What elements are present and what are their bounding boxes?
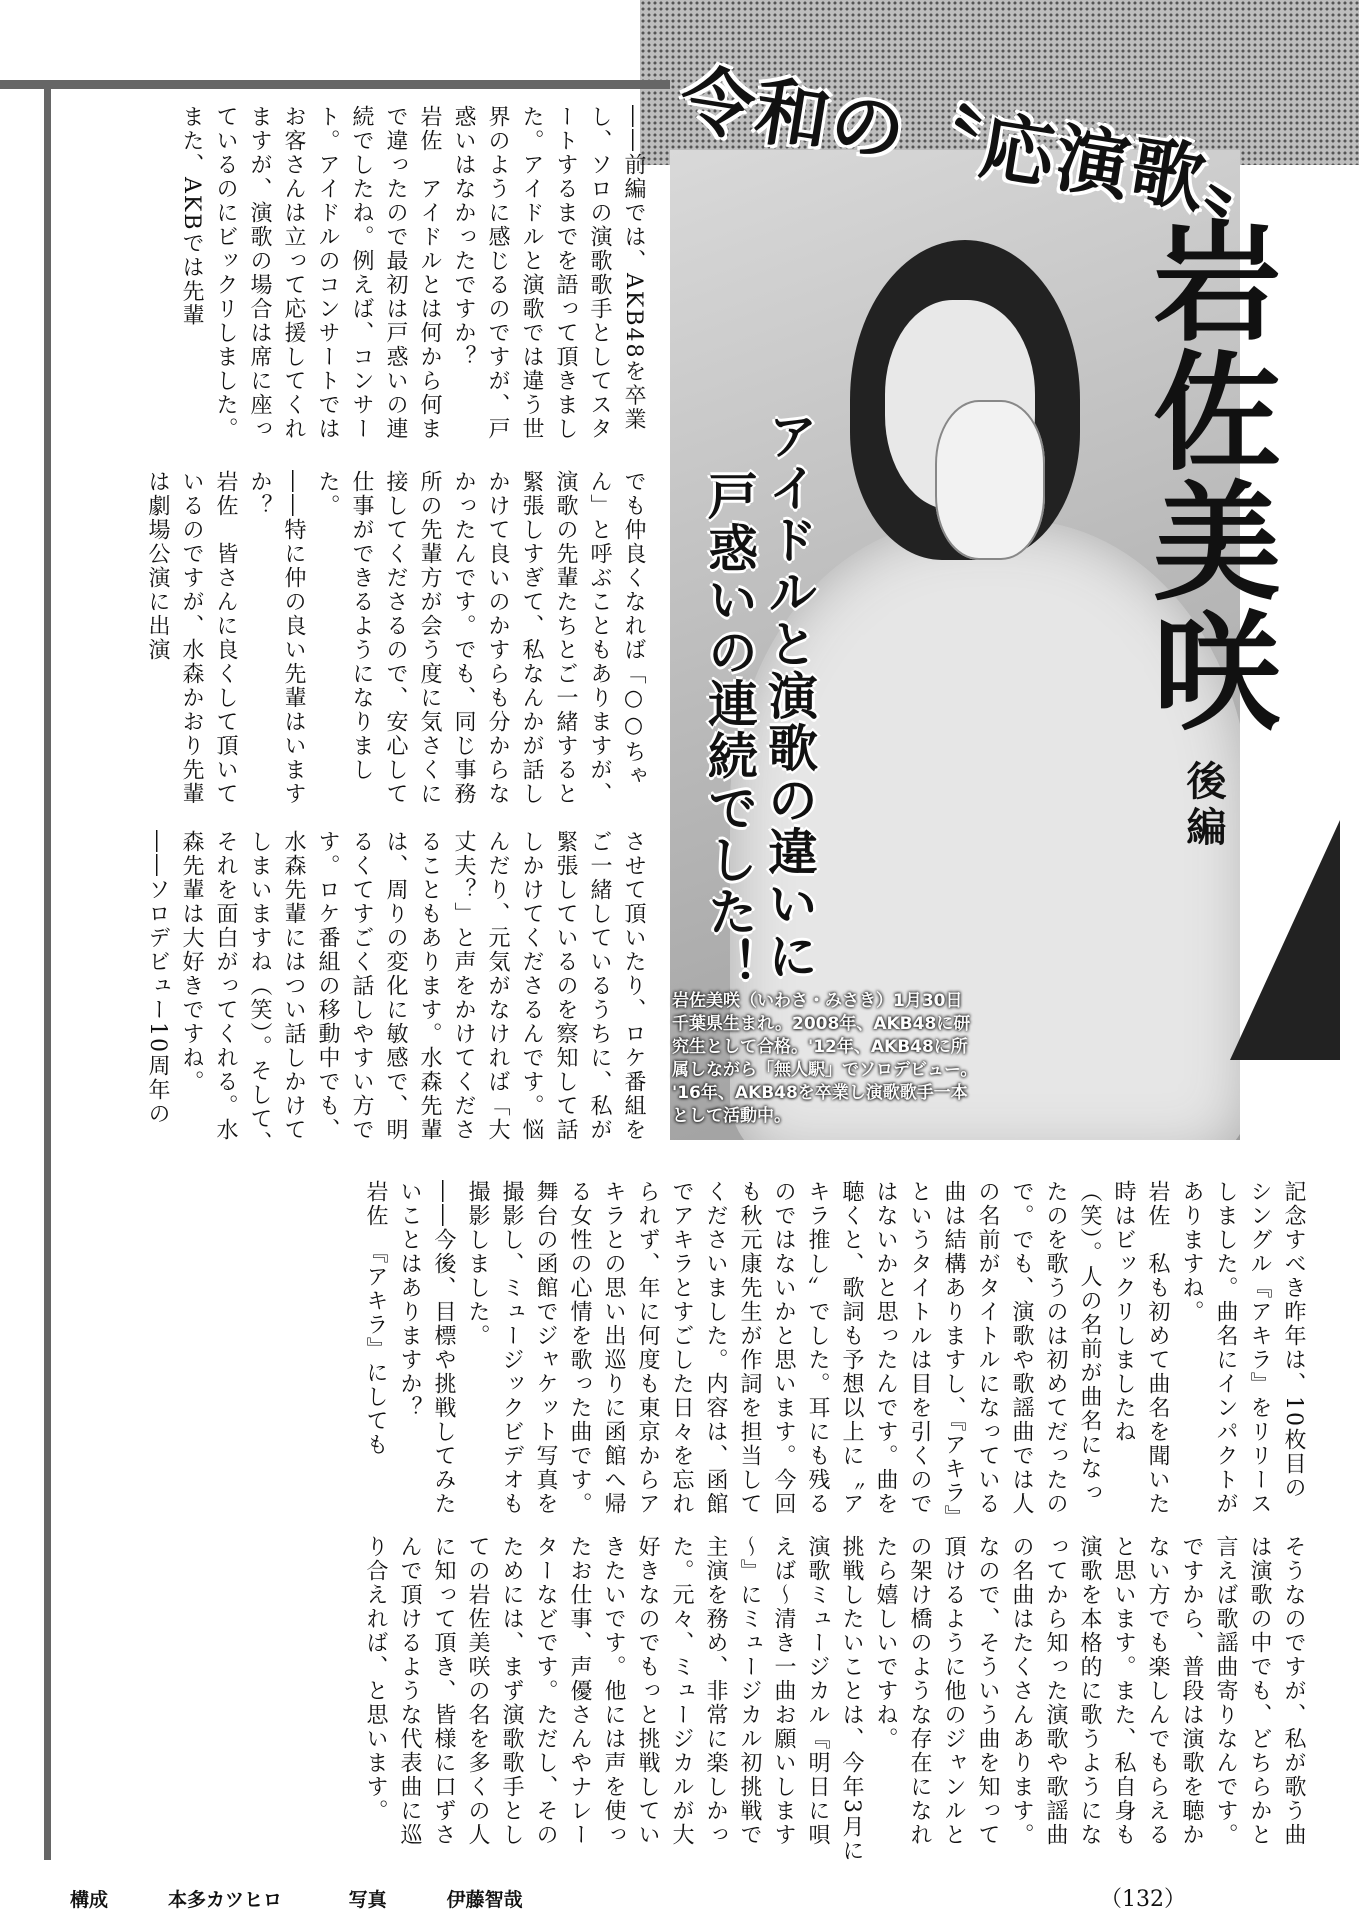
profile-line: 岩佐美咲（いわさ・みさき）1月30日 <box>672 991 963 1011</box>
body-text-lower: させて頂いたり、ロケ番組をご一緒しているうちに、私が緊張しているのを察知して話しかけてくださるんです。悩んだり、元気がなければ「大丈夫？」と声をかけてくださることもあります。水森先輩は、周りの変化に敏感で、明るくてすごく話しやすい方です。ロケ番組の移動中でも、水森先輩にはつい話しかけてしまいますね（笑）。そして、それを面白がってくれる。水森先輩は大好きですね。 ――ソロデビュー10周年の <box>145 830 646 1155</box>
article-headline: 令和の〝応演歌〟 <box>674 55 1289 236</box>
catch-copy-line-1: アイドルと演歌の違いに <box>760 410 818 982</box>
credits <box>70 1885 630 1913</box>
profile-caption <box>672 990 1252 1140</box>
composition-label: 構成 <box>70 1889 109 1911</box>
body-text-bottom-right: 記念すべき昨年は、10枚目のシングル『アキラ』をリリースしました。曲名にインパクトがありますね。 岩佐 私も初めて曲名を聞いた時はビックリしましたね（笑）。人の名前が曲名になったのを歌うのは初めてだったので。でも、演歌や歌謡曲では人の名前がタイトルになっている曲は結構ありますし、『アキラ』というタイトルは目を引くのではないかと思ったんです。曲を聴くと、歌詞も予想以上に〝アキラ推し〟でした。耳にも残るのではないかと思います。今回も秋元康先生が作詞を担当してくださいました。内容は、函館でアキラとすごした日々を忘れられず、年に何度も東京からアキラとの思い出巡りに函館へ帰る女性の心情を歌った曲です。舞台の函館でジャケット写真を撮影し、ミュージックビデオも撮影しました。 ――今後、目標や挑戦してみたいことはありますか？ 岩佐 『アキラ』にしても <box>363 1180 1306 1518</box>
page-number: （132） <box>1100 1887 1186 1912</box>
photo-name: 伊藤智哉 <box>446 1889 523 1911</box>
photo-hand-shape <box>935 400 1045 560</box>
top-rule <box>0 80 670 89</box>
composition-name: 本多カツヒロ <box>168 1889 283 1911</box>
body-text-top: ――前編では、AKB48を卒業し、ソロの演歌歌手としてスタートするまでを語って頂きました。アイドルと演歌では違う世界のように感じるのですが、戸惑いはなかったですか？ 岩佐 アイドルとは何から何まで違ったので最初は戸惑いの連続でしたね。例えば、コンサート。アイドルのコンサートではお客さんは立って応援してくれますが、演歌の場合は席に座っているのにビックリしました。また、AKBでは先輩 <box>179 105 646 441</box>
profile-line: 属しながら「無人駅」でソロデビュー。 <box>672 1060 978 1080</box>
profile-line: 究生として合格。'12年、AKB48に所 <box>672 1037 968 1057</box>
profile-line: 千葉県生まれ。2008年、AKB48に研 <box>672 1014 971 1034</box>
body-text-middle: でも仲良くなれば「○○ちゃん」と呼ぶこともありますが、演歌の先輩たちとご一緒すると緊張しすぎて、私なんかが話しかけて良いのかすらも分からなかったんです。でも、同じ事務所の先輩方が会う度に気さくに接してくださるので、安心して仕事ができるようになりました。 ――特に仲の良い先輩はいますか？ 岩佐 皆さんに良くして頂いているのですが、水森かおり先輩は劇場公演に出演 <box>145 470 646 806</box>
body-text-bottom-left: そうなのですが、私が歌う曲は演歌の中でも、どちらかと言えば歌謡曲寄りなんです。ですから、普段は演歌を聴かない方でも楽しんでもらえると思います。また、私自身も演歌を本格的に歌うようになってから知った演歌や歌謡曲の名曲はたくさんあります。なので、そういう曲を知って頂けるように他のジャンルとの架け橋のような存在になれたら嬉しいですね。 挑戦したいことは、今年3月に演歌ミュージカル『明日に唄えば～清き一曲お願いします～』にミュージカル初挑戦で主演を務め、非常に楽しかった。元々、ミュージカルが大好きなのでもっと挑戦していきたいです。他には声を使ったお仕事、声優さんやナレーターなどです。ただし、そのためには、まず演歌歌手としての岩佐美咲の名を多くの人に知って頂き、皆様に口ずさんで頂けるような代表曲に巡り合えれば、と思います。 <box>363 1535 1306 1863</box>
part-label: 後編 <box>1180 760 1226 852</box>
catch-copy-line-2: 戸惑いの連続でした！ <box>700 470 758 990</box>
photo-label: 写真 <box>348 1889 387 1911</box>
person-name: 岩佐美咲 <box>1131 215 1280 735</box>
profile-line: として活動中。 <box>672 1106 791 1126</box>
profile-line: '16年、AKB48を卒業し演歌歌手一本 <box>672 1083 968 1103</box>
left-rule <box>44 80 51 1860</box>
